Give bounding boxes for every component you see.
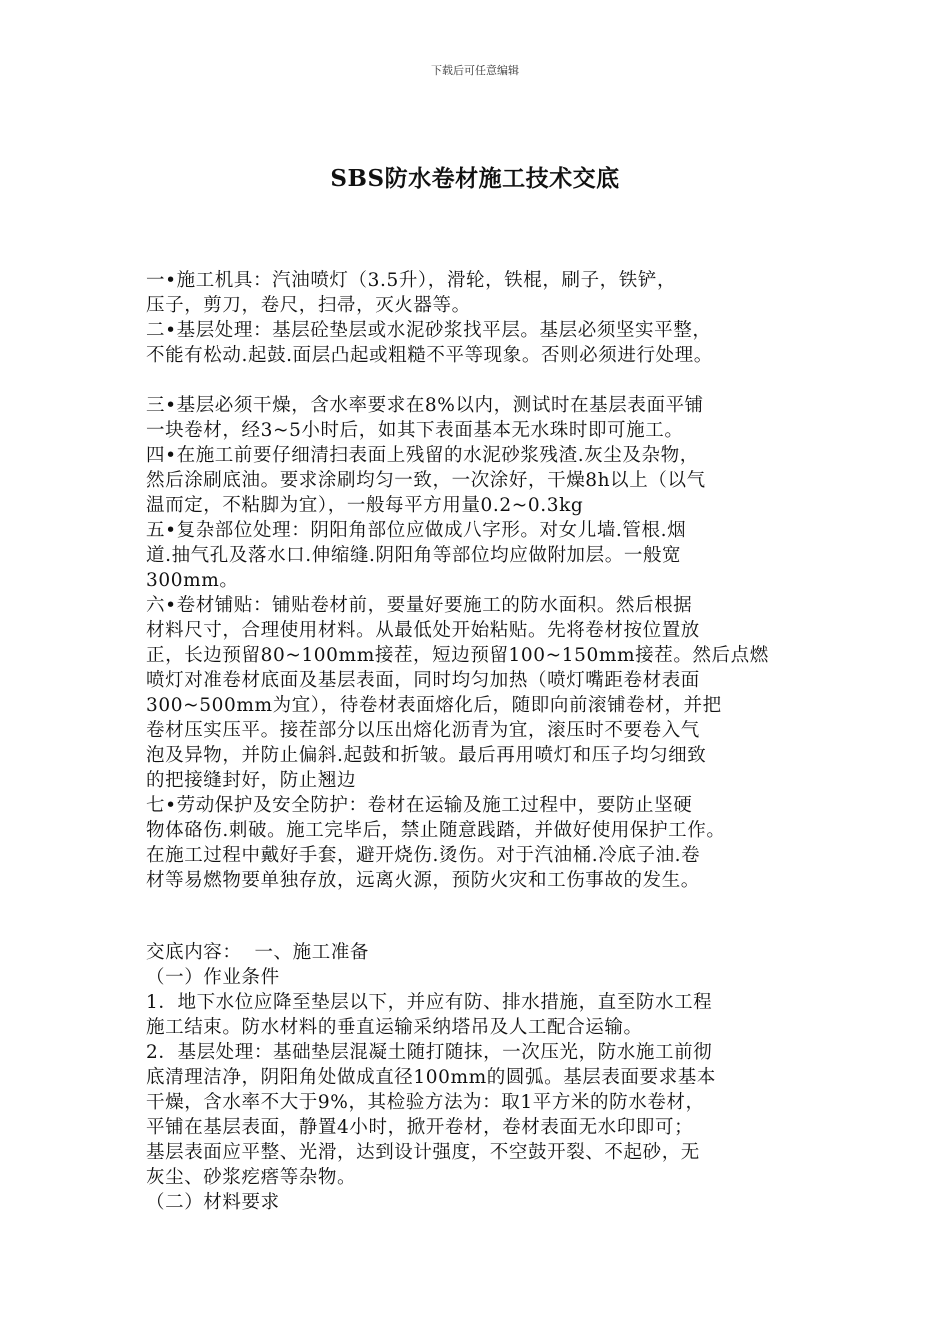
text-line: 300~500mm为宜），待卷材表面熔化后，随即向前滚铺卷材，并把 (146, 695, 722, 716)
text-line: 道.抽气孔及落水口.伸缩缝.阴阳角等部位均应做附加层。一般宽 (146, 545, 682, 566)
text-line: （二）材料要求 (146, 1192, 280, 1213)
section-1 (146, 268, 836, 368)
text-line: （一）作业条件 (146, 967, 280, 988)
text-line: 材等易燃物要单独存放，远离火源，预防火灾和工伤事故的发生。 (146, 870, 700, 891)
text-line: 然后涂刷底油。要求涂刷均匀一致，一次涂好，干燥8h以上（以气 (146, 470, 706, 491)
text-line: 材料尺寸，合理使用材料。从最低处开始粘贴。先将卷材按位置放 (146, 620, 700, 641)
text-line: 在施工过程中戴好手套，避开烧伤.烫伤。对于汽油桶.冷底子油.卷 (146, 845, 701, 866)
section-2 (146, 393, 836, 893)
text-line: 交底内容： 一、施工准备 (146, 942, 370, 963)
text-line: 2．基层处理：基础垫层混凝土随打随抹，一次压光，防水施工前彻 (146, 1042, 713, 1063)
text-line: 物体硌伤.刺破。施工完毕后，禁止随意践踏，并做好使用保护工作。 (146, 820, 726, 841)
text-line: 四•在施工前要仔细清扫表面上残留的水泥砂浆残渣.灰尘及杂物， (146, 445, 699, 466)
text-line: 灰尘、砂浆疙瘩等杂物。 (146, 1167, 357, 1188)
text-line: 1．地下水位应降至垫层以下，并应有防、排水措施，直至防水工程 (146, 992, 713, 1013)
text-line: 的把接缝封好，防止翘边 (146, 770, 357, 791)
text-line: 卷材压实压平。接茬部分以压出熔化沥青为宜，滚压时不要卷入气 (146, 720, 700, 741)
text-line: 温而定，不粘脚为宜），一般每平方用量0.2~0.3kg (146, 495, 584, 516)
text-line: 施工结束。防水材料的垂直运输采纳塔吊及人工配合运输。 (146, 1017, 643, 1038)
text-line: 不能有松动.起鼓.面层凸起或粗糙不平等现象。否则必须进行处理。 (146, 345, 713, 366)
text-line: 喷灯对准卷材底面及基层表面，同时均匀加热（喷灯嘴距卷材表面 (146, 670, 700, 691)
text-line: 基层表面应平整、光滑，达到设计强度，不空鼓开裂、不起砂，无 (146, 1142, 700, 1163)
text-line: 300mm。 (146, 570, 239, 591)
text-line: 五•复杂部位处理：阴阳角部位应做成八字形。对女儿墙.管根.烟 (146, 520, 687, 541)
text-line: 二•基层处理：基层砼垫层或水泥砂浆找平层。基层必须坚实平整， (146, 320, 712, 341)
text-line: 一块卷材，经3~5小时后，如其下表面基本无水珠时即可施工。 (146, 420, 684, 441)
page-header: 下载后可任意编辑 (431, 64, 519, 77)
text-line: 六•卷材铺贴：铺贴卷材前，要量好要施工的防水面积。然后根据 (146, 595, 693, 616)
text-line: 压子，剪刀，卷尺，扫帚，灭火器等。 (146, 295, 471, 316)
document-title: SBS防水卷材施工技术交底 (330, 165, 620, 192)
text-line: 正，长边预留80~100mm接茬，短边预留100~150mm接茬。然后点燃 (146, 645, 769, 666)
text-line: 干燥，含水率不大于9%，其检验方法为：取1平方米的防水卷材， (146, 1092, 705, 1113)
text-line: 三•基层必须干燥，含水率要求在8%以内，测试时在基层表面平铺 (146, 395, 704, 416)
text-line: 七•劳动保护及安全防护：卷材在运输及施工过程中，要防止坚硬 (146, 795, 693, 816)
text-line: 泡及异物，并防止偏斜.起鼓和折皱。最后再用喷灯和压子均匀细致 (146, 745, 707, 766)
text-line: 平铺在基层表面，静置4小时，掀开卷材，卷材表面无水印即可； (146, 1117, 694, 1138)
text-line: 底清理洁净，阴阳角处做成直径100mm的圆弧。基层表面要求基本 (146, 1067, 716, 1088)
text-line: 一•施工机具：汽油喷灯（3.5升），滑轮，铁棍，刷子，铁铲， (146, 270, 677, 291)
section-3 (146, 940, 836, 1215)
